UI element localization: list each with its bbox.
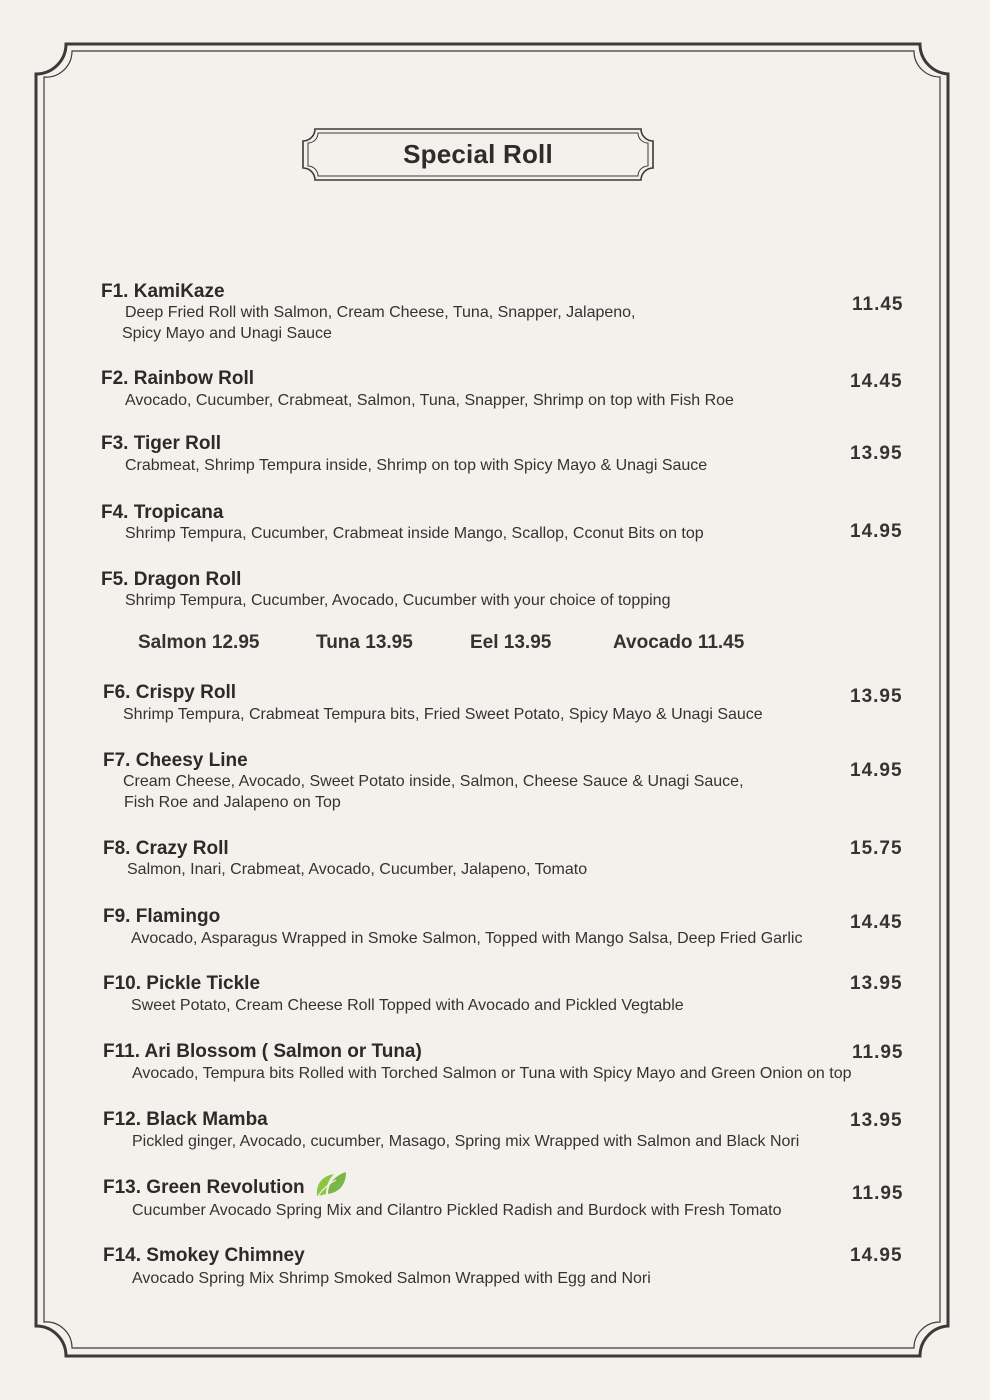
item-description: Fish Roe and Jalapeno on Top (124, 794, 341, 811)
item-description: Sweet Potato, Cream Cheese Roll Topped with Avocado and Pickled Vegtable (131, 997, 684, 1014)
item-price: 13.95 (850, 1110, 903, 1131)
item-name: F2. Rainbow Roll (101, 368, 255, 389)
item-name: F6. Crispy Roll (103, 682, 237, 703)
item-name: F8. Crazy Roll (103, 838, 229, 859)
item-price: 14.95 (850, 1245, 903, 1266)
item-description: Avocado, Asparagus Wrapped in Smoke Salmon, Topped with Mango Salsa, Deep Fried Garlic (131, 930, 803, 947)
item-price: 15.75 (850, 838, 903, 859)
item-name: F11. Ari Blossom ( Salmon or Tuna) (103, 1041, 422, 1062)
item-name: F7. Cheesy Line (103, 750, 248, 771)
item-name: F4. Tropicana (101, 502, 224, 523)
item-description: Shrimp Tempura, Crabmeat Tempura bits, Fried Sweet Potato, Spicy Mayo & Unagi Sauce (123, 706, 763, 723)
dragon-choice-tuna: Tuna 13.95 (316, 632, 413, 653)
item-price: 11.95 (852, 1183, 904, 1204)
item-description: Salmon, Inari, Crabmeat, Avocado, Cucumber, Jalapeno, Tomato (127, 861, 588, 878)
section-title: Special Roll (403, 139, 553, 169)
item-description: Deep Fried Roll with Salmon, Cream Cheese, Tuna, Snapper, Jalapeno, (125, 304, 636, 321)
dragon-choice-avocado: Avocado 11.45 (613, 632, 745, 653)
item-description: Cream Cheese, Avocado, Sweet Potato inside, Salmon, Cheese Sauce & Unagi Sauce, (123, 773, 744, 790)
item-description: Cucumber Avocado Spring Mix and Cilantro Pickled Radish and Burdock with Fresh Tomato (132, 1202, 782, 1219)
item-price: 13.95 (850, 686, 903, 707)
item-name: F12. Black Mamba (103, 1109, 268, 1130)
item-price: 11.45 (852, 294, 904, 315)
item-description: Spicy Mayo and Unagi Sauce (122, 325, 332, 342)
item-description: Avocado Spring Mix Shrimp Smoked Salmon Wrapped with Egg and Nori (132, 1270, 651, 1287)
item-name: F3. Tiger Roll (101, 433, 222, 454)
dragon-choice-eel: Eel 13.95 (470, 632, 552, 653)
item-description: Crabmeat, Shrimp Tempura inside, Shrimp on top with Spicy Mayo & Unagi Sauce (125, 457, 708, 474)
item-description: Shrimp Tempura, Cucumber, Avocado, Cucumber with your choice of topping (125, 592, 671, 609)
item-name: F1. KamiKaze (101, 281, 225, 302)
item-price: 11.95 (852, 1042, 904, 1063)
item-name: F14. Smokey Chimney (103, 1245, 305, 1266)
item-price: 14.45 (850, 912, 903, 933)
item-description: Avocado, Cucumber, Crabmeat, Salmon, Tuna, Snapper, Shrimp on top with Fish Roe (125, 392, 734, 409)
item-description: Avocado, Tempura bits Rolled with Torched Salmon or Tuna with Spicy Mayo and Green Onion on top (132, 1065, 852, 1082)
item-price: 13.95 (850, 443, 903, 464)
item-price: 14.95 (850, 521, 903, 542)
item-name: F13. Green Revolution (103, 1177, 305, 1198)
dragon-choice-salmon: Salmon 12.95 (138, 632, 260, 653)
item-name: F5. Dragon Roll (101, 569, 242, 590)
leaf-icon (314, 1170, 348, 1198)
item-price: 13.95 (850, 973, 903, 994)
item-name: F9. Flamingo (103, 906, 221, 927)
item-price: 14.95 (850, 760, 903, 781)
item-description: Shrimp Tempura, Cucumber, Crabmeat inside Mango, Scallop, Cconut Bits on top (125, 525, 704, 542)
item-name: F10. Pickle Tickle (103, 973, 261, 994)
item-price: 14.45 (850, 371, 903, 392)
item-description: Pickled ginger, Avocado, cucumber, Masago, Spring mix Wrapped with Salmon and Black Nori (132, 1133, 800, 1150)
